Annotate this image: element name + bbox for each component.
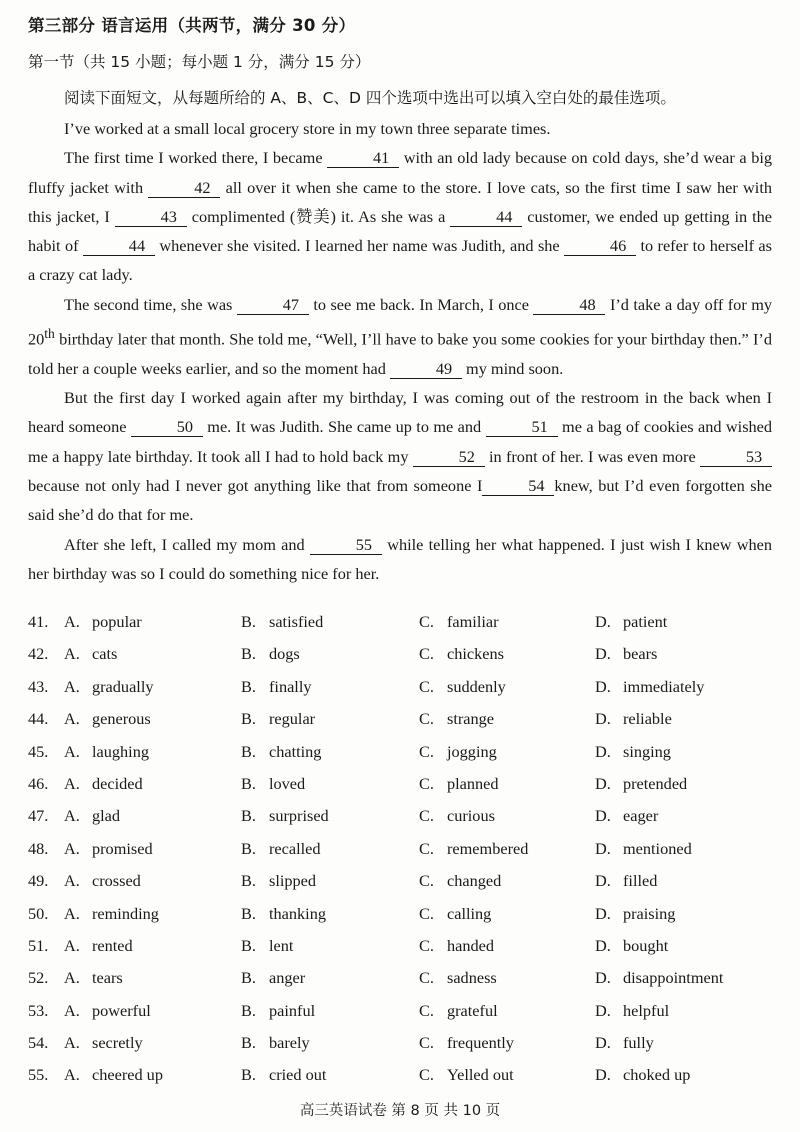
option-a — [64, 677, 153, 697]
question-row — [28, 839, 772, 871]
text: But the first day I worked again after my birthday, I was coming out of the restroom in the back when I heard someone — [28, 388, 772, 437]
option-text: fully — [623, 1033, 654, 1053]
question-row — [28, 806, 772, 838]
option-text: painful — [269, 1000, 316, 1020]
option-d — [595, 644, 657, 664]
option-letter: A. — [64, 644, 80, 664]
option-letter: B. — [241, 741, 256, 761]
option-c — [419, 1033, 514, 1053]
blank-43: 43 — [115, 208, 187, 227]
option-letter: C. — [419, 1065, 434, 1085]
blank-46: 46 — [564, 237, 636, 256]
option-text: cried out — [269, 1065, 327, 1085]
option-c — [419, 1001, 498, 1021]
option-letter: B. — [241, 806, 256, 826]
question-number: 54. — [28, 1033, 49, 1053]
option-letter: A. — [64, 773, 80, 793]
text: to refer to herself as a crazy cat lady. — [28, 236, 772, 285]
option-c — [419, 709, 494, 729]
blank-47: 47 — [237, 296, 309, 315]
text: knew, but I’d even forgotten she said she’d do that for me. — [28, 475, 772, 525]
option-b — [241, 677, 312, 697]
text: because not only had I never got anything like that from someone I — [28, 475, 483, 495]
option-letter: B. — [241, 871, 256, 891]
option-d — [595, 677, 704, 697]
option-letter: B. — [241, 676, 256, 696]
text: complimented (赞美) it. As she was a — [191, 206, 446, 226]
option-b — [241, 774, 305, 794]
option-text: grateful — [447, 1000, 498, 1020]
option-letter: B. — [241, 935, 256, 955]
option-letter: C. — [419, 935, 434, 955]
option-b — [241, 1033, 310, 1053]
blank-55: 55 — [310, 536, 382, 555]
text: with an old lady because on cold days, she’d wear a big fluffy jacket with — [28, 148, 772, 197]
option-text: disappointment — [623, 968, 724, 988]
option-letter: C. — [419, 968, 434, 988]
option-letter: C. — [419, 612, 434, 631]
text: The first time I worked there, I became — [64, 148, 323, 168]
option-text: finally — [269, 676, 312, 696]
option-a — [64, 904, 159, 924]
option-d — [595, 742, 671, 762]
option-b — [241, 968, 305, 988]
option-c — [419, 936, 494, 956]
question-number: 46. — [28, 773, 49, 793]
question-row — [28, 774, 772, 806]
paragraph-4 — [28, 383, 772, 529]
question-row — [28, 742, 772, 774]
text: my mind soon. — [466, 358, 564, 378]
option-letter: D. — [595, 1033, 611, 1053]
option-text: recalled — [269, 838, 321, 858]
option-letter: D. — [595, 968, 611, 988]
option-d — [595, 612, 667, 632]
option-text: chickens — [447, 644, 504, 664]
text: in front of her. I was even more — [489, 446, 696, 466]
option-a — [64, 839, 153, 859]
option-letter: C. — [419, 806, 434, 826]
option-c — [419, 677, 506, 697]
option-letter: C. — [419, 741, 434, 761]
option-letter: D. — [595, 871, 611, 891]
option-text: reliable — [623, 709, 672, 729]
question-row — [28, 968, 772, 1000]
option-a — [64, 709, 151, 729]
option-a — [64, 1065, 163, 1085]
option-letter: C. — [419, 709, 434, 729]
part-title: 第三部分 语言运用（共两节，满分 30 分） — [28, 16, 356, 35]
option-text: bears — [623, 644, 658, 664]
option-c — [419, 871, 501, 891]
text: After she left, I called my mom and — [64, 534, 305, 554]
option-text: helpful — [623, 1000, 670, 1020]
text: The second time, she was — [64, 294, 233, 314]
question-number: 45. — [28, 741, 49, 761]
option-letter: B. — [241, 612, 256, 631]
option-text: familiar — [447, 612, 499, 631]
option-d — [595, 709, 672, 729]
option-text: slipped — [269, 871, 317, 891]
option-b — [241, 709, 315, 729]
text: all over it when she came to the store. I love cats, so the first time I saw her with this jacket, I — [28, 177, 772, 226]
option-d — [595, 936, 668, 956]
option-text: gradually — [92, 676, 154, 696]
option-text: Yelled out — [447, 1065, 514, 1085]
option-text: cats — [92, 644, 118, 664]
option-text: cheered up — [92, 1065, 163, 1085]
option-text: crossed — [92, 871, 141, 891]
option-text: strange — [447, 709, 495, 729]
option-letter: D. — [595, 676, 611, 696]
option-text: eager — [623, 806, 659, 826]
superscript: th — [44, 326, 55, 342]
text: customer, we ended up getting in the habit of — [28, 206, 773, 256]
option-d — [595, 774, 687, 794]
option-b — [241, 1065, 326, 1085]
question-number: 52. — [28, 968, 49, 988]
option-letter: D. — [595, 903, 611, 923]
option-letter: C. — [419, 903, 434, 923]
option-letter: A. — [64, 741, 80, 761]
paragraph-1: I’ve worked at a small local grocery store in my town three separate times. — [64, 119, 551, 138]
question-number: 44. — [28, 709, 49, 729]
option-letter: A. — [64, 612, 80, 631]
option-text: laughing — [92, 741, 149, 761]
option-text: changed — [447, 871, 502, 891]
option-b — [241, 936, 293, 956]
option-letter: D. — [595, 773, 611, 793]
option-text: thanking — [269, 903, 326, 923]
option-text: barely — [269, 1033, 310, 1053]
option-text: handed — [447, 935, 495, 955]
option-letter: D. — [595, 1000, 611, 1020]
option-letter: B. — [241, 838, 256, 858]
option-d — [595, 1065, 690, 1085]
option-b — [241, 742, 321, 762]
option-text: jogging — [447, 741, 497, 761]
option-c — [419, 904, 491, 924]
option-letter: D. — [595, 612, 611, 631]
option-a — [64, 968, 123, 988]
option-text: regular — [269, 709, 316, 729]
option-a — [64, 774, 143, 794]
question-row — [28, 677, 772, 709]
question-number: 48. — [28, 838, 49, 858]
blank-48: 48 — [533, 296, 605, 315]
option-c — [419, 742, 497, 762]
question-number: 50. — [28, 903, 49, 923]
option-letter: A. — [64, 676, 80, 696]
option-letter: A. — [64, 871, 80, 891]
option-text: loved — [269, 773, 306, 793]
blank-44: 44 — [450, 208, 522, 227]
text: to see me back. In March, I once — [313, 294, 529, 314]
option-text: lent — [269, 935, 294, 955]
option-text: anger — [269, 968, 306, 988]
question-number: 55. — [28, 1065, 49, 1085]
option-text: chatting — [269, 741, 322, 761]
question-number: 49. — [28, 871, 49, 891]
question-row — [28, 644, 772, 676]
option-text: bought — [623, 935, 669, 955]
section-title: 第一节（共 15 小题；每小题 1 分，满分 15 分） — [28, 53, 371, 71]
option-letter: D. — [595, 644, 611, 664]
option-text: promised — [92, 838, 153, 858]
option-c — [419, 1065, 514, 1085]
question-number: 51. — [28, 935, 49, 955]
option-letter: C. — [419, 676, 434, 696]
option-letter: D. — [595, 806, 611, 826]
option-text: mentioned — [623, 838, 692, 858]
option-text: singing — [623, 741, 671, 761]
option-c — [419, 644, 504, 664]
option-letter: D. — [595, 741, 611, 761]
page-footer: 高三英语试卷 第 8 页 共 10 页 — [299, 1103, 501, 1119]
option-letter: A. — [64, 838, 80, 858]
blank-42: 42 — [148, 179, 220, 198]
question-number: 43. — [28, 676, 49, 696]
paragraph-3 — [28, 290, 772, 383]
option-b — [241, 1001, 315, 1021]
option-text: popular — [92, 612, 142, 631]
blank-50: 50 — [131, 418, 203, 437]
blank-51: 51 — [486, 418, 558, 437]
option-text: praising — [623, 903, 676, 923]
option-text: patient — [623, 612, 668, 631]
option-text: filled — [623, 871, 658, 891]
option-a — [64, 612, 142, 632]
option-d — [595, 1001, 669, 1021]
paragraph-5 — [28, 530, 772, 589]
option-a — [64, 1001, 151, 1021]
option-c — [419, 806, 495, 826]
option-letter: C. — [419, 1033, 434, 1053]
question-number: 47. — [28, 806, 49, 826]
text: me. It was Judith. She came up to me and — [207, 417, 482, 437]
question-row — [28, 709, 772, 741]
option-a — [64, 871, 141, 891]
option-d — [595, 871, 657, 891]
question-number: 42. — [28, 644, 49, 664]
option-b — [241, 644, 300, 664]
option-text: rented — [92, 935, 133, 955]
option-text: surprised — [269, 806, 329, 826]
option-d — [595, 968, 723, 988]
option-b — [241, 904, 326, 924]
option-c — [419, 774, 499, 794]
question-row — [28, 1033, 772, 1065]
option-text: decided — [92, 773, 143, 793]
option-text: powerful — [92, 1000, 151, 1020]
option-letter: B. — [241, 968, 256, 988]
option-a — [64, 806, 120, 826]
option-text: immediately — [623, 676, 705, 696]
option-text: glad — [92, 806, 121, 826]
option-letter: B. — [241, 1065, 256, 1085]
question-row — [28, 936, 772, 968]
question-row — [28, 904, 772, 936]
option-letter: C. — [419, 644, 434, 664]
option-letter: A. — [64, 709, 80, 729]
option-c — [419, 612, 499, 632]
option-c — [419, 839, 528, 859]
option-text: reminding — [92, 903, 159, 923]
text: birthday later that month. She told me, “Well, I’ll have to bake you some cookies for your birthday then.” I’d told her a couple weeks earlier, and so the moment had — [28, 329, 772, 378]
option-letter: A. — [64, 1000, 80, 1020]
question-row — [28, 871, 772, 903]
option-letter: A. — [64, 903, 80, 923]
text: I’d take a day off for my 20 — [28, 294, 773, 349]
blank-49: 49 — [390, 360, 462, 379]
option-text: planned — [447, 773, 499, 793]
option-text: frequently — [447, 1033, 514, 1053]
option-letter: B. — [241, 709, 256, 729]
option-text: remembered — [447, 838, 529, 858]
option-b — [241, 806, 329, 826]
option-text: secretly — [92, 1033, 143, 1053]
paragraph-2 — [28, 143, 772, 289]
option-text: sadness — [447, 968, 497, 988]
option-letter: B. — [241, 1033, 256, 1053]
option-b — [241, 839, 321, 859]
option-letter: B. — [241, 1000, 256, 1020]
option-a — [64, 1033, 143, 1053]
option-letter: C. — [419, 773, 434, 793]
question-number: 41. — [28, 612, 49, 631]
option-d — [595, 904, 675, 924]
text: me a bag of cookies and wished me a happy late birthday. It took all I had to hold back my — [28, 417, 773, 466]
option-b — [241, 871, 316, 891]
option-letter: A. — [64, 1033, 80, 1053]
option-a — [64, 936, 133, 956]
option-d — [595, 1033, 654, 1053]
option-letter: B. — [241, 644, 256, 664]
blank-52: 52 — [413, 448, 485, 467]
option-text: pretended — [623, 773, 688, 793]
blank-54: 54 — [482, 477, 554, 496]
option-letter: D. — [595, 838, 611, 858]
option-b — [241, 612, 323, 632]
question-row — [28, 1001, 772, 1033]
option-a — [64, 742, 149, 762]
option-text: dogs — [269, 644, 300, 664]
option-letter: A. — [64, 935, 80, 955]
option-letter: D. — [595, 935, 611, 955]
option-letter: A. — [64, 1065, 80, 1085]
text: whenever she visited. I learned her name was Judith, and she — [159, 236, 560, 256]
option-letter: C. — [419, 871, 434, 891]
blank-53: 53 — [700, 448, 772, 467]
instruction: 阅读下面短文，从每题所给的 A、B、C、D 四个选项中选出可以填入空白处的最佳选项。 — [64, 89, 676, 107]
question-number: 53. — [28, 1000, 49, 1020]
option-letter: C. — [419, 838, 434, 858]
blank-41: 41 — [327, 149, 399, 168]
option-letter: C. — [419, 1000, 434, 1020]
option-letter: D. — [595, 709, 611, 729]
option-letter: D. — [595, 1065, 611, 1085]
option-text: curious — [447, 806, 495, 826]
option-d — [595, 839, 692, 859]
option-text: choked up — [623, 1065, 691, 1085]
question-row — [28, 1065, 772, 1097]
option-a — [64, 644, 117, 664]
option-d — [595, 806, 658, 826]
blank-45: 44 — [83, 237, 155, 256]
option-letter: A. — [64, 806, 80, 826]
option-text: satisfied — [269, 612, 324, 631]
option-letter: A. — [64, 968, 80, 988]
option-text: suddenly — [447, 676, 506, 696]
option-c — [419, 968, 497, 988]
answer-options — [28, 612, 772, 1098]
question-row — [28, 612, 772, 644]
option-letter: B. — [241, 903, 256, 923]
option-text: generous — [92, 709, 151, 729]
option-letter: B. — [241, 773, 256, 793]
cloze-passage — [28, 114, 772, 588]
option-text: calling — [447, 903, 492, 923]
option-text: tears — [92, 968, 123, 988]
text: while telling her what happened. I just wish I knew when her birthday was so I could do something nice for her. — [28, 534, 773, 583]
